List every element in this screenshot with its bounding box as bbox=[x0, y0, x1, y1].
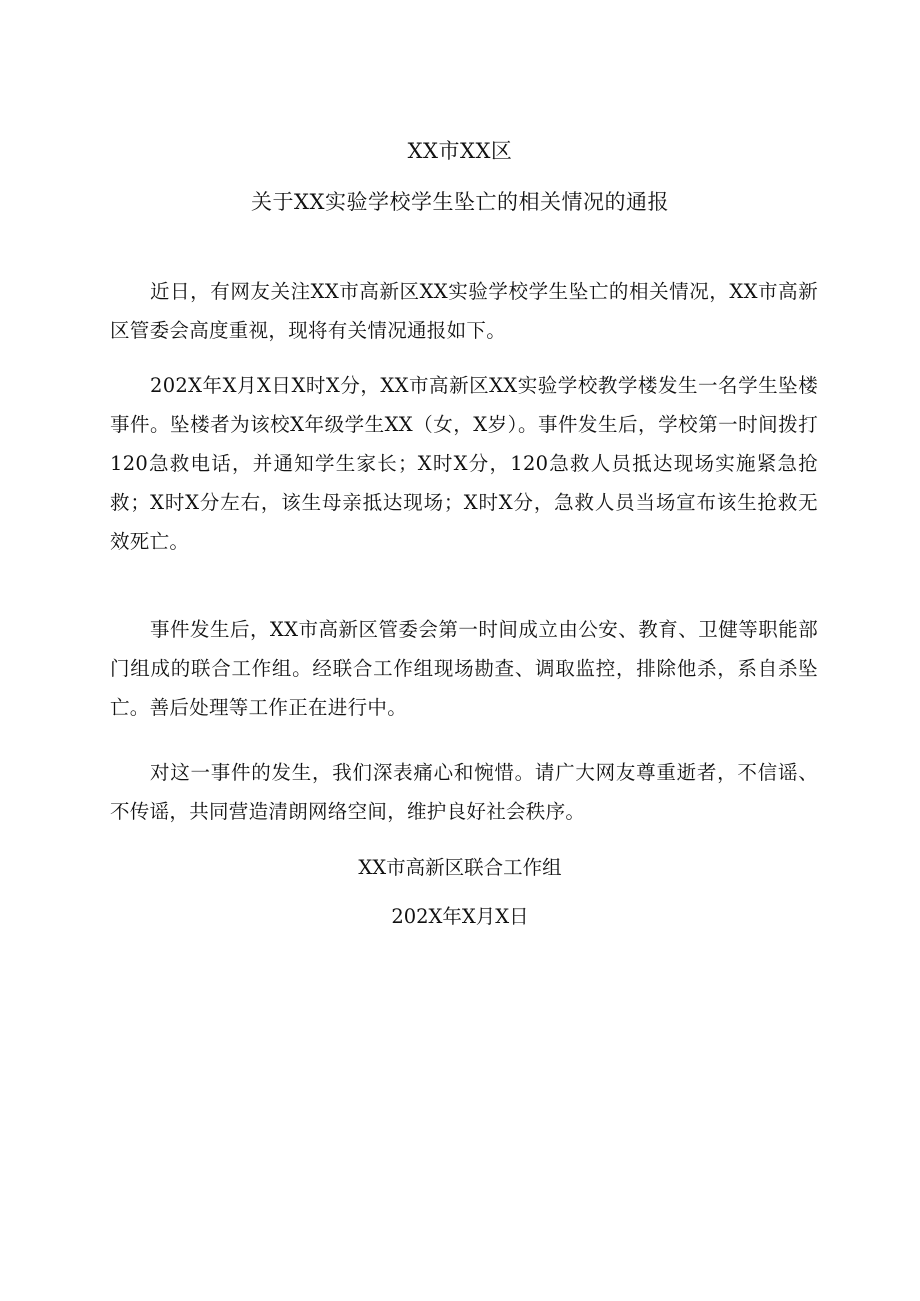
paragraph-investigation: 事件发生后，XX市高新区管委会第一时间成立由公安、教育、卫健等职能部门组成的联合工作组。经联合工作组现场勘查、调取监控，排除他杀，系自杀坠亡。善后处理等工作正在进行中。 bbox=[110, 618, 818, 719]
paragraph-appeal: 对这一事件的发生，我们深表痛心和惋惜。请广大网友尊重逝者，不信谣、不传谣，共同营造清朗网络空间，维护良好社会秩序。 bbox=[110, 761, 818, 823]
document-title-line2: 关于XX实验学校学生坠亡的相关情况的通报 bbox=[251, 190, 669, 214]
paragraph-incident: 202X年X月X日X时X分，XX市高新区XX实验学校教学楼发生一名学生坠楼事件。坠楼者为该校X年级学生XX（女，X岁）。事件发生后，学校第一时间拨打120急救电话，并通知学生家长；X时X分，120急救人员抵达现场实施紧急抢救；X时X分左右，该生母亲抵达现场；X时X分，急救人员当场宣布该生抢救无效死亡。 bbox=[110, 374, 818, 553]
document-title-line1: XX市XX区 bbox=[407, 139, 513, 163]
signature-organization: XX市高新区联合工作组 bbox=[358, 856, 562, 879]
signature-date: 202X年X月X日 bbox=[391, 905, 529, 928]
paragraph-intro: 近日，有网友关注XX市高新区XX实验学校学生坠亡的相关情况，XX市高新区管委会高度重视，现将有关情况通报如下。 bbox=[110, 280, 818, 342]
